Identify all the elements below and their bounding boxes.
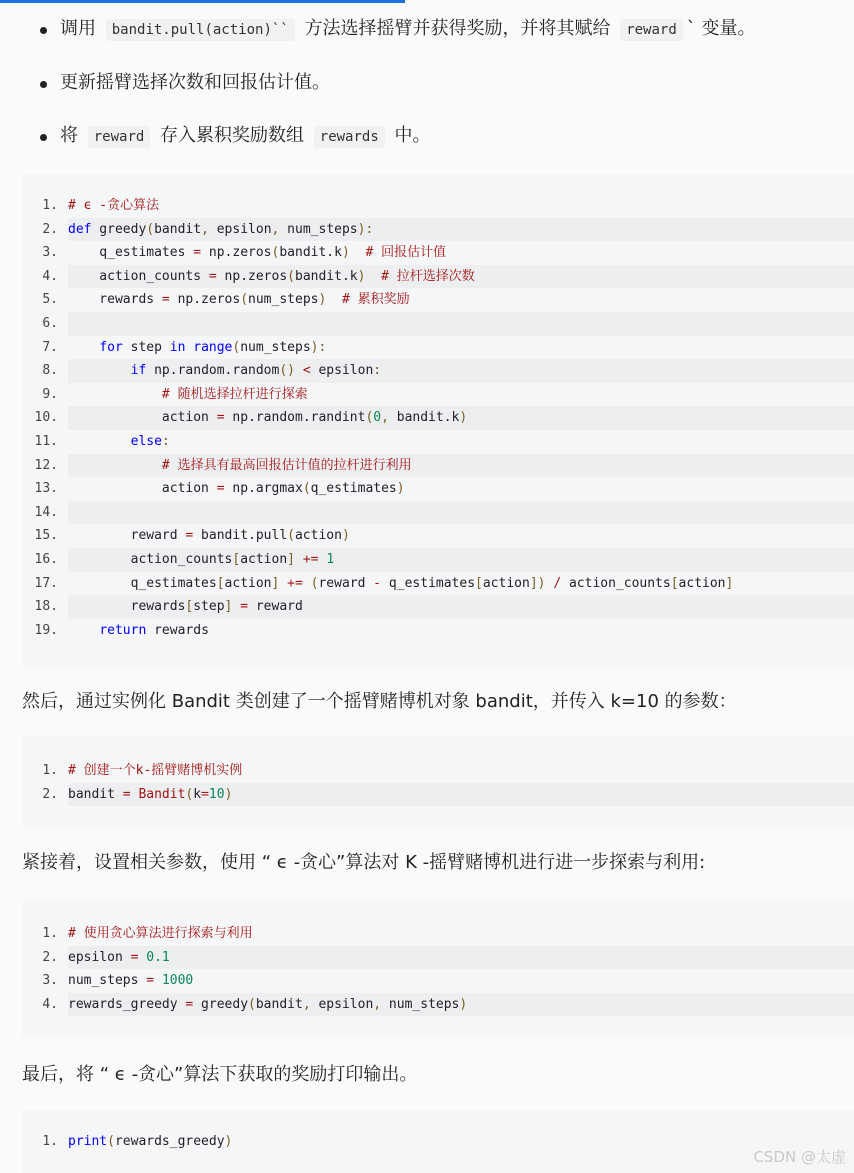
code-line <box>22 454 854 478</box>
code-line <box>22 1130 854 1154</box>
line-number: 14. <box>34 504 58 520</box>
code-line <box>22 312 854 336</box>
line-number: 18. <box>34 599 58 615</box>
list-item-text: 调用 bandit.pull(action)`` 方法选择摇臂并获得奖励，并将其赋给 reward ` 变量。 <box>60 18 756 39</box>
line-number: 2. <box>42 786 58 802</box>
paragraph: 最后，将 “ ϵ -贪心”算法下获取的奖励打印输出。 <box>22 1064 418 1085</box>
line-number: 3. <box>42 245 58 261</box>
code-block[interactable] <box>22 1110 854 1173</box>
code-text: if np.random.random() < epsilon: <box>68 359 854 383</box>
code-line <box>22 336 854 360</box>
code-line <box>22 783 854 807</box>
code-text: # ϵ -贪心算法 <box>68 198 160 213</box>
code-text: def greedy(bandit, epsilon, num_steps): <box>68 218 854 242</box>
code-text: # 创建一个k-摇臂赌博机实例 <box>68 763 243 778</box>
top-progress-bar <box>0 0 405 3</box>
code-line <box>22 572 854 596</box>
code-line <box>22 265 854 289</box>
code-text: bandit = Bandit(k=10) <box>68 783 854 807</box>
code-text: action = np.argmax(q_estimates) <box>68 481 405 497</box>
code-line <box>22 477 854 501</box>
list-item-text: 更新摇臂选择次数和回报估计值。 <box>60 72 330 93</box>
code-text <box>68 501 854 525</box>
code-line <box>22 969 854 993</box>
inline-code: rewards <box>314 126 385 148</box>
code-line <box>22 759 854 783</box>
line-number: 2. <box>42 221 58 237</box>
line-number: 11. <box>34 434 58 449</box>
code-line <box>22 946 854 970</box>
code-text: # 使用贪心算法进行探索与利用 <box>68 926 253 941</box>
code-text: action = np.random.randint(0, bandit.k) <box>68 406 854 430</box>
code-text: rewards[step] = reward <box>68 595 854 619</box>
code-line <box>22 383 854 407</box>
code-block[interactable] <box>22 737 854 827</box>
bullet-dot <box>40 27 47 34</box>
paragraph: 然后，通过实例化 Bandit 类创建了一个摇臂赌博机对象 bandit，并传入 k=10 的参数： <box>22 691 737 712</box>
line-number: 1. <box>42 763 58 778</box>
line-number: 9. <box>42 386 58 402</box>
code-text: rewards_greedy = greedy(bandit, epsilon, num_steps) <box>68 993 854 1017</box>
list-item-text: 将 reward 存入累积奖励数组 rewards 中。 <box>60 125 431 146</box>
code-line <box>22 194 854 218</box>
line-number: 4. <box>42 996 58 1012</box>
code-line <box>22 524 854 548</box>
code-text: action_counts[action] += 1 <box>68 548 854 572</box>
line-number: 1. <box>42 926 58 941</box>
line-number: 19. <box>34 622 58 638</box>
code-line <box>22 993 854 1017</box>
code-line <box>22 359 854 383</box>
code-line <box>22 218 854 242</box>
line-number: 12. <box>34 457 58 473</box>
code-text: q_estimates[action] += (reward - q_estimates[action]) / action_counts[action] <box>68 575 734 591</box>
code-text <box>68 312 854 336</box>
inline-code: reward <box>620 19 683 41</box>
code-line <box>22 406 854 430</box>
line-number: 17. <box>34 575 58 591</box>
code-block[interactable] <box>22 900 854 1037</box>
code-text: print(rewards_greedy) <box>68 1134 233 1149</box>
line-number: 1. <box>42 1134 58 1149</box>
code-line <box>22 619 854 643</box>
code-line <box>22 595 854 619</box>
line-number: 1. <box>42 198 58 213</box>
line-number: 3. <box>42 973 58 989</box>
paragraph: 紧接着，设置相关参数，使用 “ ϵ -贪心”算法对 K -摇臂赌博机进行进一步探索与利用: <box>22 852 706 873</box>
code-line <box>22 430 854 454</box>
bullet-dot <box>40 81 47 88</box>
inline-code: reward <box>88 126 151 148</box>
line-number: 7. <box>42 339 58 355</box>
code-text: num_steps = 1000 <box>68 973 194 989</box>
code-line <box>22 241 854 265</box>
code-text: q_estimates = np.zeros(bandit.k) # 回报估计值 <box>68 245 447 261</box>
line-number: 16. <box>34 552 58 567</box>
code-line <box>22 501 854 525</box>
inline-code: bandit.pull(action)`` <box>106 19 295 41</box>
line-number: 2. <box>42 949 58 965</box>
line-number: 13. <box>34 481 58 497</box>
code-text: epsilon = 0.1 <box>68 946 854 970</box>
code-text: reward = bandit.pull(action) <box>68 528 350 544</box>
watermark: CSDN @太虚 <box>753 1148 846 1166</box>
code-line <box>22 548 854 572</box>
line-number: 6. <box>42 316 58 331</box>
code-text: # 随机选择拉杆进行探索 <box>161 386 308 402</box>
code-line <box>22 922 854 946</box>
code-text: # 选择具有最高回报估计值的拉杆进行利用 <box>68 454 854 478</box>
line-number: 10. <box>34 410 58 426</box>
code-line <box>22 288 854 312</box>
bullet-dot <box>40 134 47 141</box>
line-number: 5. <box>42 292 58 308</box>
line-number: 4. <box>42 268 58 284</box>
code-text: rewards = np.zeros(num_steps) # 累积奖励 <box>68 292 410 308</box>
line-number: 8. <box>42 363 58 379</box>
code-text: return rewards <box>99 622 209 638</box>
line-number: 15. <box>34 528 58 544</box>
code-text: else: <box>130 434 170 449</box>
code-text: action_counts = np.zeros(bandit.k) # 拉杆选择次数 <box>68 265 854 289</box>
code-text: for step in range(num_steps): <box>99 339 327 355</box>
code-block[interactable] <box>22 174 854 667</box>
